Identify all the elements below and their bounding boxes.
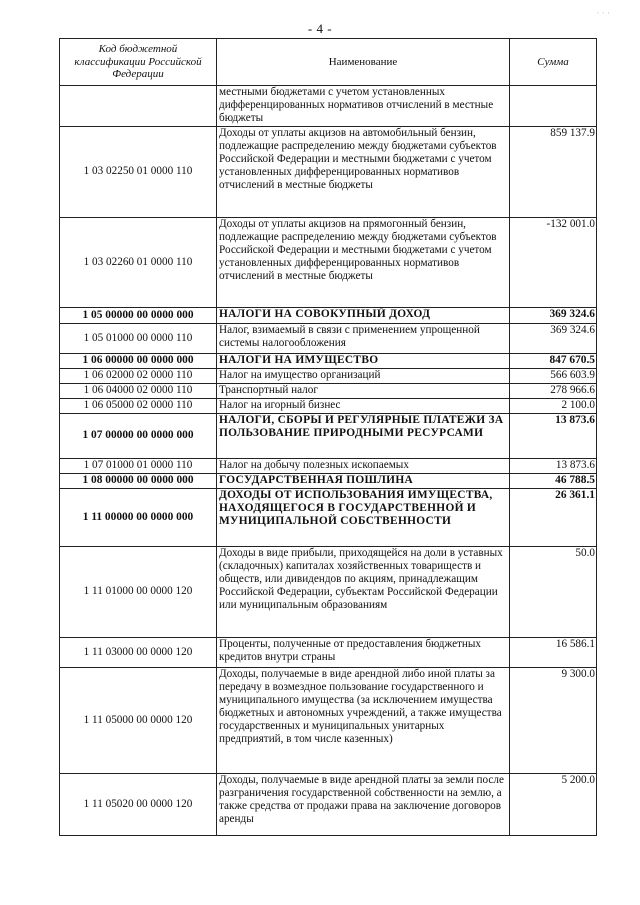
table-row <box>60 489 597 547</box>
row-sum: 566 603.9 <box>510 369 597 384</box>
header-code: Код бюджетной классификации Российской Федерации <box>60 39 217 86</box>
row-code: 1 11 05020 00 0000 120 <box>60 774 217 836</box>
row-sum: 859 137.9 <box>510 127 597 218</box>
row-sum: 26 361.1 <box>510 489 597 547</box>
row-code <box>60 86 217 127</box>
row-sum: 16 586.1 <box>510 638 597 668</box>
table-row <box>60 384 597 399</box>
row-sum: 369 324.6 <box>510 324 597 354</box>
row-sum: 50.0 <box>510 547 597 638</box>
row-name: ГОСУДАРСТВЕННАЯ ПОШЛИНА <box>217 474 510 489</box>
row-code: 1 08 00000 00 0000 000 <box>60 474 217 489</box>
table-row <box>60 399 597 414</box>
row-name: Налог на добычу полезных ископаемых <box>217 459 510 474</box>
row-code: 1 06 04000 02 0000 110 <box>60 384 217 399</box>
budget-table-container <box>59 38 596 836</box>
row-code: 1 11 03000 00 0000 120 <box>60 638 217 668</box>
row-sum: 9 300.0 <box>510 668 597 774</box>
table-row <box>60 86 597 127</box>
row-code: 1 03 02260 01 0000 110 <box>60 218 217 308</box>
row-sum: 13 873.6 <box>510 414 597 459</box>
row-code: 1 06 05000 02 0000 110 <box>60 399 217 414</box>
row-name: Налог на имущество организаций <box>217 369 510 384</box>
table-row <box>60 127 597 218</box>
row-name: Доходы в виде прибыли, приходящейся на доли в уставных (складочных) капиталах хозяйственных товариществ и обществ, или дивидендов по акциям, принадлежащим Российской Федерации, субъектам Российской Федерации или муниципальным образованиям <box>217 547 510 638</box>
row-code: 1 07 01000 01 0000 110 <box>60 459 217 474</box>
row-code: 1 11 05000 00 0000 120 <box>60 668 217 774</box>
row-name: Транспортный налог <box>217 384 510 399</box>
table-body <box>60 86 597 836</box>
row-name: Налог на игорный бизнес <box>217 399 510 414</box>
row-code: 1 06 00000 00 0000 000 <box>60 354 217 369</box>
table-header-row <box>60 39 597 86</box>
table-row <box>60 414 597 459</box>
row-sum: -132 001.0 <box>510 218 597 308</box>
row-name: ДОХОДЫ ОТ ИСПОЛЬЗОВАНИЯ ИМУЩЕСТВА, НАХОДЯЩЕГОСЯ В ГОСУДАРСТВЕННОЙ И МУНИЦИПАЛЬНОЙ СОБСТВЕННОСТИ <box>217 489 510 547</box>
header-name: Наименование <box>217 39 510 86</box>
row-sum: 278 966.6 <box>510 384 597 399</box>
row-name: Доходы от уплаты акцизов на автомобильный бензин, подлежащие распределению между бюджетами субъектов Российской Федерации и местными бюджетами с учетом установленных дифференцированных нормативов отчислений в местные бюджеты <box>217 127 510 218</box>
row-code: 1 07 00000 00 0000 000 <box>60 414 217 459</box>
table-row <box>60 774 597 836</box>
table-row <box>60 308 597 324</box>
row-name: Доходы от уплаты акцизов на прямогонный бензин, подлежащие распределению между бюджетами субъектов Российской Федерации и местными бюджетами с учетом установленных дифференцированных нормативов отчислений в местные бюджеты <box>217 218 510 308</box>
table-row <box>60 354 597 369</box>
row-sum <box>510 86 597 127</box>
scan-artifact: · · · <box>596 8 610 18</box>
table-row <box>60 474 597 489</box>
table-row <box>60 218 597 308</box>
table-row <box>60 547 597 638</box>
row-sum: 369 324.6 <box>510 308 597 324</box>
row-code: 1 06 02000 02 0000 110 <box>60 369 217 384</box>
row-sum: 847 670.5 <box>510 354 597 369</box>
row-name: Доходы, получаемые в виде арендной либо иной платы за передачу в возмездное пользование государственного и муниципального имущества (за исключением имущества бюджетных и автономных учреждений, а также имущества государственных и муниципальных унитарных предприятий, в том числе казенных) <box>217 668 510 774</box>
row-sum: 2 100.0 <box>510 399 597 414</box>
page-number: - 4 - <box>307 21 333 36</box>
row-code: 1 11 01000 00 0000 120 <box>60 547 217 638</box>
table-row <box>60 668 597 774</box>
row-name: НАЛОГИ НА ИМУЩЕСТВО <box>217 354 510 369</box>
table-row <box>60 324 597 354</box>
row-sum: 46 788.5 <box>510 474 597 489</box>
row-name: НАЛОГИ, СБОРЫ И РЕГУЛЯРНЫЕ ПЛАТЕЖИ ЗА ПОЛЬЗОВАНИЕ ПРИРОДНЫМИ РЕСУРСАМИ <box>217 414 510 459</box>
row-name: Проценты, полученные от предоставления бюджетных кредитов внутри страны <box>217 638 510 668</box>
table-row <box>60 459 597 474</box>
row-name: НАЛОГИ НА СОВОКУПНЫЙ ДОХОД <box>217 308 510 324</box>
header-sum: Сумма <box>510 39 597 86</box>
row-name: Доходы, получаемые в виде арендной платы за земли после разграничения государственной собственности на землю, а также средства от продажи права на заключение договоров аренды <box>217 774 510 836</box>
row-sum: 13 873.6 <box>510 459 597 474</box>
row-code: 1 05 01000 00 0000 110 <box>60 324 217 354</box>
table-row <box>60 369 597 384</box>
row-code: 1 03 02250 01 0000 110 <box>60 127 217 218</box>
budget-table <box>59 38 597 836</box>
row-sum: 5 200.0 <box>510 774 597 836</box>
row-name: Налог, взимаемый в связи с применением упрощенной системы налогообложения <box>217 324 510 354</box>
table-row <box>60 638 597 668</box>
row-code: 1 11 00000 00 0000 000 <box>60 489 217 547</box>
row-name: местными бюджетами с учетом установленных дифференцированных нормативов отчислений в местные бюджеты <box>217 86 510 127</box>
row-code: 1 05 00000 00 0000 000 <box>60 308 217 324</box>
